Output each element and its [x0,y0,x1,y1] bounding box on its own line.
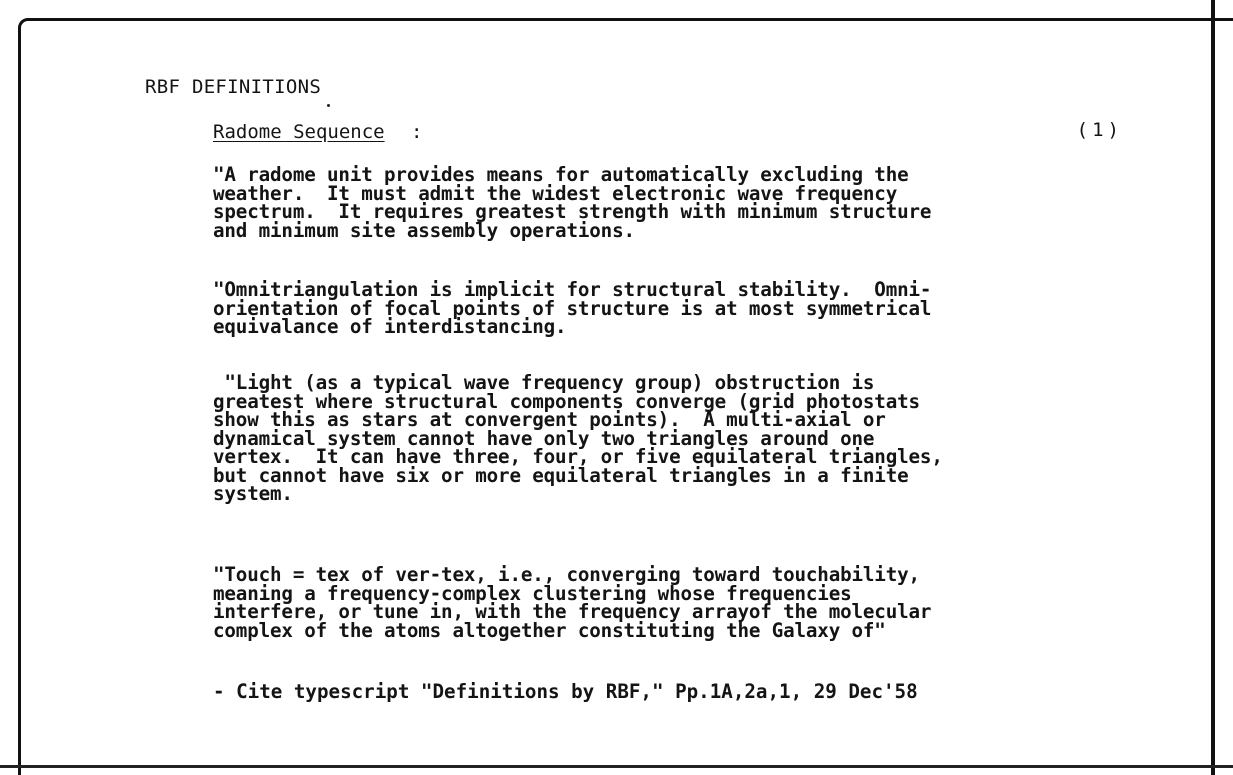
definition-paragraph-1: "A radome unit provides means for automatically excluding the weather. It must admit the widest electronic wave frequency spectrum. It requires greatest strength with minimum structure and minimum site assembly operations. [213,163,932,242]
definition-paragraph-2: "Omnitriangulation is implicit for structural stability. Omni- orientation of focal points of structure is at most symmetrical equivalance of interdistancing. [213,278,932,338]
definition-paragraph-3: "Light (as a typical wave frequency group) obstruction is greatest where structural components converge (grid photostats show this as stars at convergent points). A multi-axial or dynamical system cannot have only two triangles around one vertex. It can have three, four, or five equilateral triangles, but cannot have six or more equilateral triangles in a finite system. [213,371,943,505]
entry-number: (1) [1076,119,1123,141]
stray-mark [327,104,330,107]
page-heading: RBF DEFINITIONS [145,76,322,98]
entry-title: Radome Sequence [213,121,385,143]
citation-line: - Cite typescript "Definitions by RBF," Pp.1A,2a,1, 29 Dec'58 [213,680,918,703]
definition-paragraph-4: "Touch = tex of ver-tex, i.e., converging toward touchability, meaning a frequency-complex clustering whose frequencies interfere, or tune in, with the frequency arrayof the molecular complex of the atoms altogether constituting the Galaxy of" [213,563,932,642]
card-divider-bottom [0,765,1233,768]
card-divider-right [1211,0,1215,775]
entry-title-colon: : [411,121,423,143]
